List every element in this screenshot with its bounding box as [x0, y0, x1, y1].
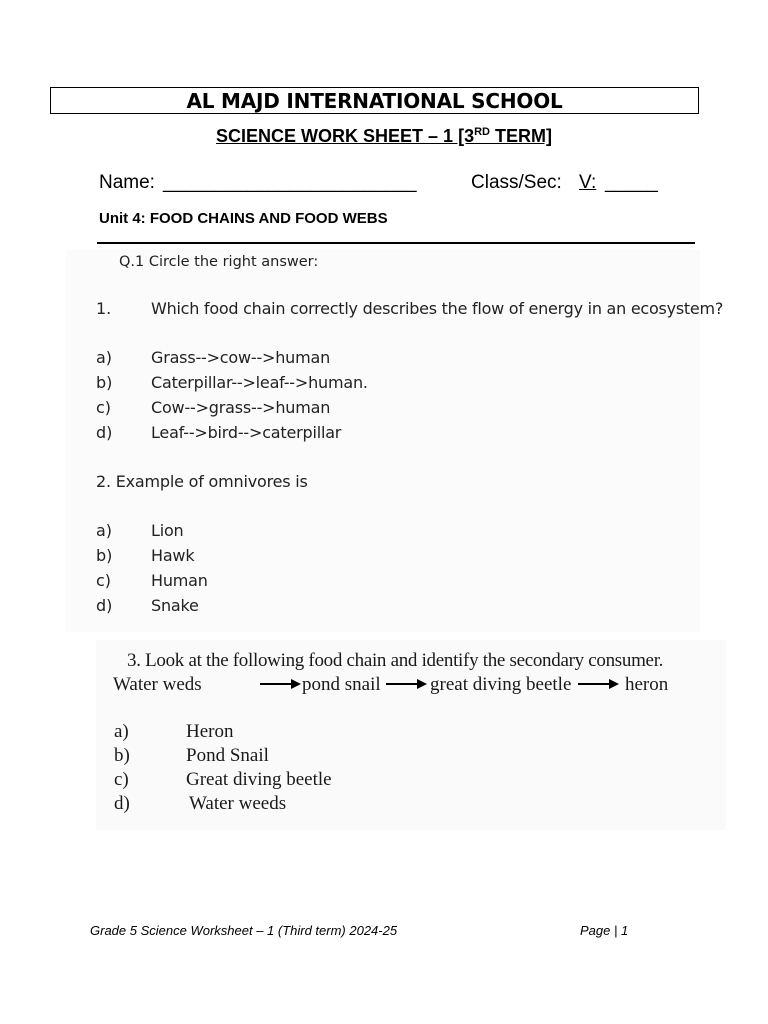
- food-chain-item-2: pond snail: [302, 674, 381, 695]
- class-sec-label: Class/Sec:: [471, 172, 562, 193]
- chain-arrow-icon: [578, 683, 616, 685]
- q3-option-a-text: Heron: [186, 721, 234, 742]
- class-value: V:: [579, 172, 597, 193]
- question-2-text: 2. Example of omnivores is: [96, 472, 308, 491]
- q3-option-c-letter: c): [114, 769, 129, 790]
- class-blank-line: _____: [605, 172, 658, 193]
- question-section-1: [66, 250, 724, 632]
- name-blank-line: ________________________: [163, 172, 417, 193]
- page-number: Page | 1: [580, 923, 629, 938]
- q1-option-c-text: Cow-->grass-->human: [151, 398, 331, 417]
- q2-option-a-letter: a): [96, 521, 113, 540]
- school-name-box: AL MAJD INTERNATIONAL SCHOOL: [50, 87, 699, 114]
- name-label: Name:: [99, 172, 155, 193]
- q3-option-b-text: Pond Snail: [186, 745, 269, 766]
- q1-option-d-text: Leaf-->bird-->caterpillar: [151, 423, 342, 442]
- q3-option-b-letter: b): [114, 745, 130, 766]
- question-instruction: Q.1 Circle the right answer:: [119, 254, 319, 270]
- q2-option-d-letter: d): [96, 596, 113, 615]
- question-section-2: [96, 640, 726, 830]
- unit-divider: [97, 242, 695, 244]
- question-3-text: 3. Look at the following food chain and identify the secondary consumer.: [127, 650, 664, 671]
- q2-option-d-text: Snake: [151, 596, 199, 615]
- q1-option-b-text: Caterpillar-->leaf-->human.: [151, 373, 368, 392]
- chain-arrow-icon: [386, 683, 424, 685]
- question-1-number: 1.: [96, 299, 112, 318]
- footer-text: Grade 5 Science Worksheet – 1 (Third term) 2024-25: [90, 923, 398, 938]
- q3-option-d-text: Water weeds: [189, 793, 287, 814]
- chain-arrow-icon: [260, 683, 298, 685]
- unit-heading: Unit 4: FOOD CHAINS AND FOOD WEBS: [99, 210, 388, 227]
- q3-option-d-letter: d): [114, 793, 130, 814]
- food-chain-item-4: heron: [625, 674, 669, 695]
- title-suffix: TERM]: [489, 126, 552, 146]
- q1-option-d-letter: d): [96, 423, 113, 442]
- q1-option-a-letter: a): [96, 348, 113, 367]
- title-prefix: SCIENCE WORK SHEET – 1 [3: [216, 126, 475, 146]
- q2-option-b-text: Hawk: [151, 546, 195, 565]
- q3-option-a-letter: a): [114, 721, 129, 742]
- q1-option-b-letter: b): [96, 373, 113, 392]
- food-chain-item-3: great diving beetle: [430, 674, 572, 695]
- q2-option-a-text: Lion: [151, 521, 184, 540]
- q2-option-b-letter: b): [96, 546, 113, 565]
- food-chain-item-1: Water weds: [113, 674, 202, 695]
- q3-option-c-text: Great diving beetle: [186, 769, 332, 790]
- q2-option-c-text: Human: [151, 571, 208, 590]
- question-1-text: Which food chain correctly describes the flow of energy in an ecosystem?: [151, 299, 724, 318]
- q1-option-a-text: Grass-->cow-->human: [151, 348, 331, 367]
- q2-option-c-letter: c): [96, 571, 112, 590]
- q1-option-c-letter: c): [96, 398, 112, 417]
- worksheet-title: [0, 126, 768, 147]
- title-superscript: RD: [474, 126, 490, 138]
